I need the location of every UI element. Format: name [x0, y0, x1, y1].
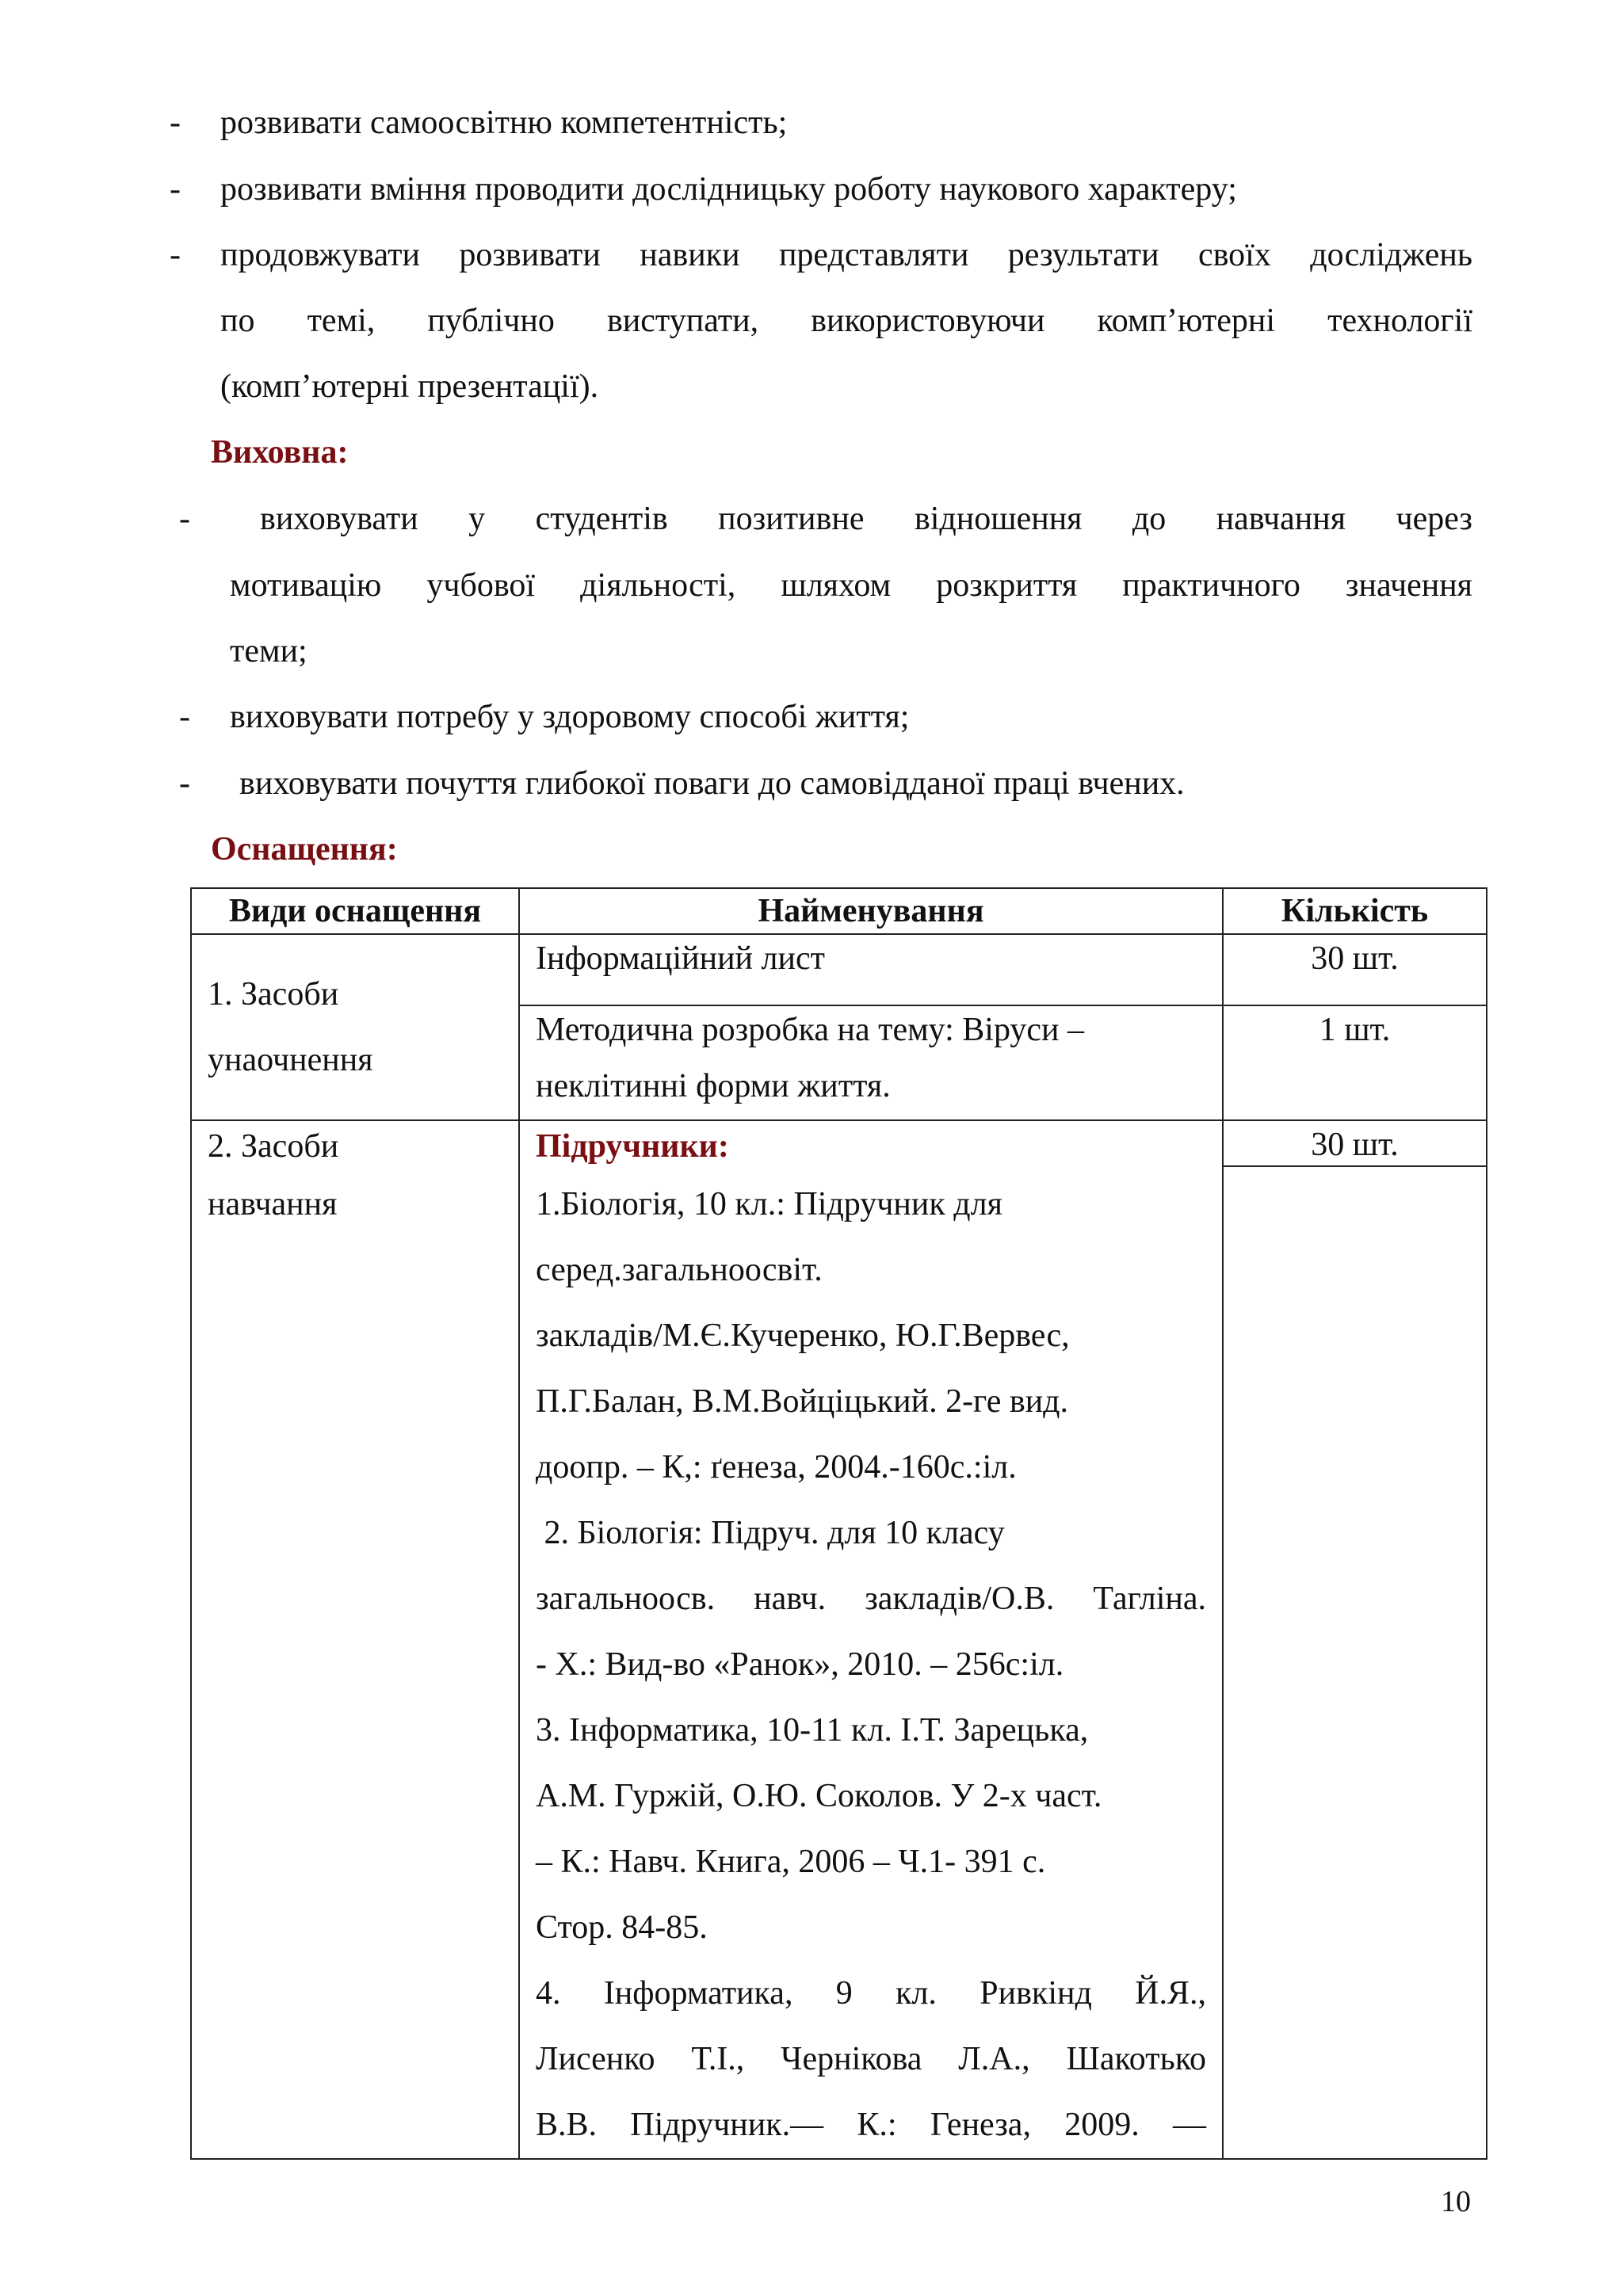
textbook-line: 4. Інформатика, 9 кл. Ривкінд Й.Я.,	[536, 1975, 1206, 2012]
list-item-line: мотивацію учбової діяльності, шляхом розкриття практичного значення	[230, 567, 1472, 604]
textbook-line: 3. Інформатика, 10-11 кл. І.Т. Зарецька,	[536, 1712, 1089, 1749]
textbook-line: В.В. Підручник.— К.: Генеза, 2009. —	[536, 2107, 1206, 2143]
equipment-type-line: 1. Засоби	[208, 975, 339, 1013]
list-item: виховувати почуття глибокої поваги до самовідданої праці вчених.	[239, 765, 1185, 802]
equipment-type-cell	[191, 934, 519, 1120]
page-number: 10	[1441, 2185, 1471, 2218]
textbook-line: загальноосв. навч. закладів/О.В. Тагліна.	[536, 1581, 1206, 1617]
equipment-qty-cell: 1 шт.	[1223, 1005, 1487, 1120]
list-item: розвивати самоосвітню компетентність;	[220, 105, 788, 141]
equipment-table	[190, 887, 1487, 2160]
column-header-name: Найменування	[519, 888, 1223, 934]
equipment-qty-cell: 30 шт.	[1223, 934, 1487, 1005]
textbook-line: А.М. Гуржій, О.Ю. Соколов. У 2-х част.	[536, 1778, 1102, 1814]
equipment-type-line: 2. Засоби	[208, 1128, 339, 1165]
equipment-type-line: унаочнення	[208, 1041, 373, 1078]
list-item-line: по темі, публічно виступати, використовуючи комп’ютерні технології	[220, 303, 1472, 339]
list-item: розвивати вміння проводити дослідницьку роботу наукового характеру;	[220, 171, 1237, 208]
textbook-line: П.Г.Балан, В.М.Войціцький. 2-ге вид.	[536, 1383, 1069, 1420]
equipment-name-cell	[519, 1120, 1223, 2159]
equipment-qty-cell	[1223, 1120, 1487, 2159]
textbook-line: Лисенко Т.І., Чернікова Л.А., Шакотько	[536, 2041, 1206, 2077]
column-header-qty: Кількість	[1223, 888, 1487, 934]
list-dash: -	[170, 105, 181, 141]
textbook-line: серед.загальноосвіт.	[536, 1252, 823, 1288]
textbook-line: Стор. 84-85.	[536, 1909, 708, 1946]
list-dash: -	[179, 699, 190, 735]
equipment-type-line: навчання	[208, 1186, 338, 1222]
textbook-line: 2. Біологія: Підруч. для 10 класу	[536, 1515, 1005, 1551]
textbook-line: 1.Біологія, 10 кл.: Підручник для	[536, 1186, 1002, 1222]
textbooks-heading: Підручники:	[536, 1128, 729, 1165]
section-heading-equipment: Оснащення:	[211, 831, 398, 868]
textbook-line: доопр. – К,: ґенеза, 2004.-160с.:іл.	[536, 1449, 1017, 1486]
list-item-line: теми;	[230, 633, 307, 669]
list-dash: -	[170, 171, 181, 208]
table-row	[191, 934, 1487, 1005]
textbook-line: - Х.: Вид-во «Ранок», 2010. – 256с:іл.	[536, 1646, 1064, 1683]
table-header-row	[191, 888, 1487, 934]
table-row	[191, 1120, 1487, 2159]
section-heading-vykhovna: Виховна:	[211, 434, 349, 471]
equipment-name-line: Інформаційний лист	[536, 940, 825, 977]
equipment-name-cell	[519, 934, 1223, 1005]
textbook-line: закладів/М.Є.Кучеренко, Ю.Г.Вервес,	[536, 1318, 1070, 1354]
equipment-name-line: Методична розробка на тему: Віруси –	[536, 1012, 1085, 1048]
equipment-qty-value: 30 шт.	[1224, 1121, 1486, 1167]
equipment-name-cell	[519, 1005, 1223, 1120]
list-item-line: виховувати у студентів позитивне відношення до навчання через	[260, 501, 1472, 537]
equipment-name-line: неклітинні форми життя.	[536, 1068, 891, 1104]
list-dash: -	[179, 501, 190, 537]
list-item-line: (комп’ютерні презентації).	[220, 368, 599, 405]
list-item-line: продовжувати розвивати навики представляти результати своїх досліджень	[220, 237, 1472, 273]
textbook-line: – К.: Навч. Книга, 2006 – Ч.1- 391 с.	[536, 1844, 1046, 1880]
column-header-type: Види оснащення	[191, 888, 519, 934]
equipment-type-cell	[191, 1120, 519, 2159]
list-dash: -	[170, 237, 181, 273]
list-item: виховувати потребу у здоровому способі життя;	[230, 699, 910, 735]
list-dash: -	[179, 765, 190, 802]
